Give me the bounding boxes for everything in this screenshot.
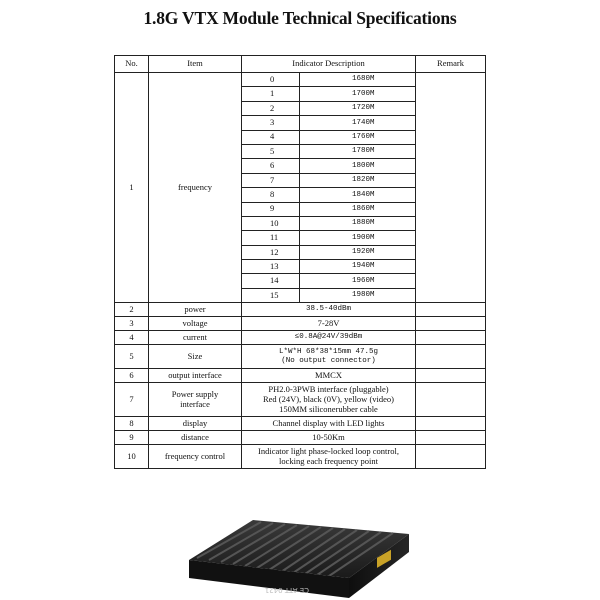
indicator-description (242, 445, 416, 469)
header-indicator: Indicator Description (242, 56, 416, 73)
description-line: locking each frequency point (279, 455, 378, 466)
item-name: distance (149, 431, 242, 445)
description-line: MMCX (315, 369, 342, 380)
channel-number: 14 (242, 274, 300, 288)
channel-number: 5 (242, 144, 300, 158)
indicator-description (242, 345, 416, 369)
spec-row (115, 317, 486, 331)
remark-cell (416, 303, 486, 317)
spec-table (114, 55, 486, 469)
description-line: 7-28V (317, 317, 340, 328)
channel-number: 1 (242, 87, 300, 101)
item-name: current (149, 331, 242, 345)
channel-number: 0 (242, 73, 300, 87)
channel-number: 12 (242, 245, 300, 259)
header-remark: Remark (416, 56, 486, 73)
channel-number: 11 (242, 231, 300, 245)
frequency-row (115, 73, 486, 87)
description-line: L*W*H 68*38*15mm 47.5g (278, 348, 379, 357)
channel-number: 3 (242, 116, 300, 130)
indicator-description (242, 317, 416, 331)
row-number: 3 (115, 317, 149, 331)
description-line: Red (24V), black (0V), yellow (video) (262, 393, 394, 404)
row-number: 4 (115, 331, 149, 345)
channel-frequency: 1880M (300, 216, 416, 230)
channel-frequency: 1820M (300, 173, 416, 187)
row-number: 6 (115, 369, 149, 383)
spec-row (115, 417, 486, 431)
indicator-description (242, 303, 416, 317)
header-no: No. (115, 56, 149, 73)
remark-cell (416, 445, 486, 469)
item-name: Size (149, 345, 242, 369)
remark-cell (416, 317, 486, 331)
indicator-description (242, 417, 416, 431)
remark-cell (416, 431, 486, 445)
description-line: 150MM siliconerubber cable (279, 403, 378, 414)
channel-frequency: 1960M (300, 274, 416, 288)
table-header-row (115, 56, 486, 73)
remark-cell (416, 383, 486, 417)
channel-frequency: 1860M (300, 202, 416, 216)
indicator-description (242, 331, 416, 345)
description-line: PH2.0-3PWB interface (pluggable) (268, 384, 389, 395)
channel-frequency: 1780M (300, 144, 416, 158)
description-line: Channel display with LED lights (272, 417, 385, 428)
item-name: display (149, 417, 242, 431)
spec-row (115, 445, 486, 469)
row-number: 7 (115, 383, 149, 417)
channel-number: 9 (242, 202, 300, 216)
description-line: ≤0.8A@24V/39dBm (294, 333, 363, 342)
channel-number: 7 (242, 173, 300, 187)
row-number: 8 (115, 417, 149, 431)
channel-number: 2 (242, 101, 300, 115)
channel-number: 6 (242, 159, 300, 173)
spec-row (115, 303, 486, 317)
item-name: power (149, 303, 242, 317)
channel-number: 8 (242, 188, 300, 202)
item-name: frequency control (149, 445, 242, 469)
channel-frequency: 1720M (300, 101, 416, 115)
channel-frequency: 1980M (300, 288, 416, 302)
row-number: 10 (115, 445, 149, 469)
channel-frequency: 1840M (300, 188, 416, 202)
channel-frequency: 1940M (300, 260, 416, 274)
channel-frequency: 1760M (300, 130, 416, 144)
remark-cell (416, 345, 486, 369)
remark-cell (416, 369, 486, 383)
item-name: output interface (149, 369, 242, 383)
indicator-description (242, 383, 416, 417)
spec-row (115, 431, 486, 445)
description-line: Indicator light phase-locked loop control, (258, 445, 399, 456)
item-name: Power supply interface (149, 383, 242, 417)
channel-frequency: 1900M (300, 231, 416, 245)
row-number: 2 (115, 303, 149, 317)
document-title: 1.8G VTX Module Technical Specifications (143, 8, 457, 28)
remark-cell (416, 331, 486, 345)
spec-row (115, 383, 486, 417)
channel-frequency: 1680M (300, 73, 416, 87)
indicator-description (242, 369, 416, 383)
channel-number: 15 (242, 288, 300, 302)
spec-row (115, 345, 486, 369)
row-number: 5 (115, 345, 149, 369)
item-name: frequency (149, 73, 242, 303)
channel-frequency: 1740M (300, 116, 416, 130)
channel-number: 10 (242, 216, 300, 230)
channel-number: 4 (242, 130, 300, 144)
description-line: (No output connector) (281, 356, 376, 365)
vtx-module-photo (181, 512, 415, 600)
channel-frequency: 1700M (300, 87, 416, 101)
row-number: 1 (115, 73, 149, 303)
header-item: Item (149, 56, 242, 73)
spec-row (115, 369, 486, 383)
description-line: 10-50Km (312, 431, 345, 442)
indicator-description (242, 431, 416, 445)
channel-frequency: 1800M (300, 159, 416, 173)
channel-number: 13 (242, 260, 300, 274)
remark-cell (416, 417, 486, 431)
remark-cell (416, 73, 486, 303)
description-line: 38.5-40dBm (305, 305, 351, 314)
row-number: 9 (115, 431, 149, 445)
spec-row (115, 331, 486, 345)
channel-frequency: 1920M (300, 245, 416, 259)
device-label: CE ATT 0421 (264, 586, 309, 594)
item-name: voltage (149, 317, 242, 331)
